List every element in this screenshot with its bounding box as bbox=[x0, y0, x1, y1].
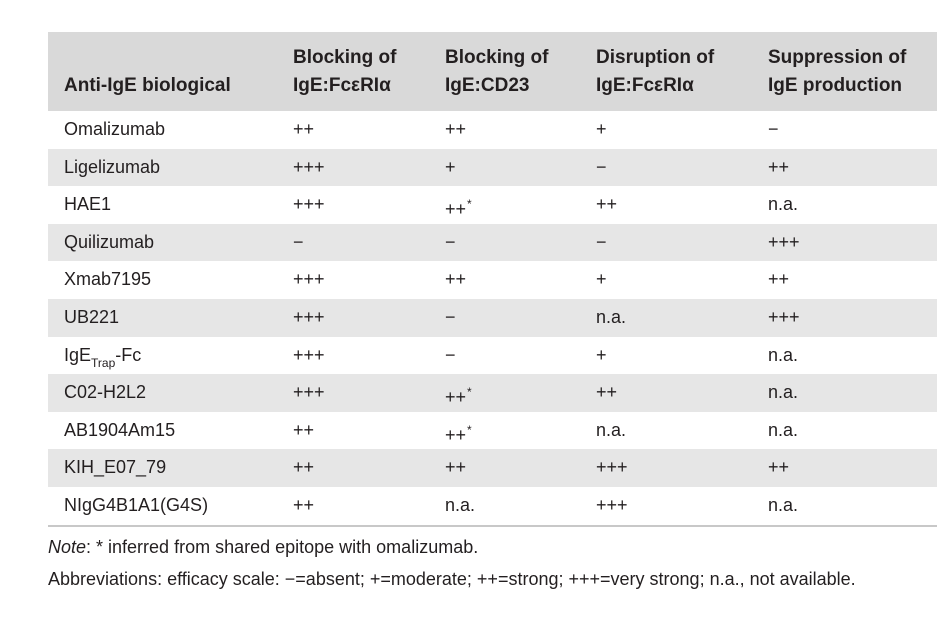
table-row bbox=[48, 186, 937, 224]
efficacy-value: ++ bbox=[445, 199, 467, 220]
efficacy-value: + bbox=[596, 344, 607, 365]
efficacy-value: + bbox=[596, 119, 607, 139]
biological-name-subscript: Trap bbox=[91, 355, 116, 370]
efficacy-value: − bbox=[445, 344, 456, 365]
cell-blocking-fceri bbox=[293, 149, 325, 187]
header-blocking-cd23: Blocking of IgE:CD23 bbox=[445, 47, 549, 96]
header-disruption-fceri: Disruption of IgE:FcεRIα bbox=[596, 47, 715, 96]
efficacy-value: ++ bbox=[768, 156, 790, 177]
table-bottom-rule bbox=[48, 525, 937, 527]
efficacy-value: +++ bbox=[293, 306, 325, 327]
cell-suppression-ige bbox=[768, 487, 798, 525]
table-row bbox=[48, 487, 937, 525]
cell-biological-name bbox=[64, 449, 166, 487]
efficacy-value: ++ bbox=[596, 194, 618, 215]
efficacy-value: +++ bbox=[596, 494, 628, 515]
table-row bbox=[48, 374, 937, 412]
note-label: Note bbox=[48, 537, 87, 557]
cell-biological-name bbox=[64, 299, 119, 337]
cell-disruption-fceri bbox=[596, 299, 626, 337]
biological-name: Ligelizumab bbox=[64, 156, 161, 177]
efficacy-value: n.a. bbox=[768, 194, 799, 215]
cell-blocking-fceri bbox=[293, 487, 314, 525]
cell-suppression-ige bbox=[768, 374, 798, 412]
table-row bbox=[48, 111, 937, 149]
cell-disruption-fceri bbox=[596, 224, 607, 262]
efficacy-value: +++ bbox=[293, 269, 325, 290]
biological-name: IgE bbox=[64, 344, 92, 365]
cell-disruption-fceri bbox=[596, 149, 607, 187]
note-text: : * inferred from shared epitope with omalizumab. bbox=[86, 537, 479, 557]
table-body bbox=[48, 111, 937, 525]
cell-suppression-ige bbox=[768, 449, 789, 487]
cell-disruption-fceri bbox=[596, 412, 626, 450]
cell-blocking-fceri bbox=[293, 224, 304, 262]
data-table bbox=[48, 32, 937, 527]
efficacy-value: ++ bbox=[445, 119, 467, 139]
cell-blocking-fceri bbox=[293, 186, 325, 224]
efficacy-value: +++ bbox=[596, 457, 628, 478]
cell-blocking-fceri bbox=[293, 299, 325, 337]
cell-disruption-fceri bbox=[596, 186, 617, 224]
efficacy-value: + bbox=[445, 156, 456, 177]
efficacy-value: n.a. bbox=[768, 344, 799, 365]
table-row bbox=[48, 412, 937, 450]
efficacy-value: ++ bbox=[445, 424, 467, 445]
cell-blocking-cd23 bbox=[445, 299, 456, 337]
cell-biological-name bbox=[64, 186, 111, 224]
cell-blocking-cd23 bbox=[445, 487, 475, 525]
cell-biological-name bbox=[64, 261, 151, 299]
cell-suppression-ige bbox=[768, 412, 798, 450]
biological-name: Xmab7195 bbox=[64, 269, 152, 290]
cell-suppression-ige bbox=[768, 299, 800, 337]
biological-name: C02-H2L2 bbox=[64, 382, 147, 403]
cell-biological-name bbox=[64, 487, 208, 525]
cell-blocking-cd23 bbox=[445, 111, 466, 149]
header-anti-ige-biological: Anti-IgE biological bbox=[64, 75, 231, 96]
efficacy-value: n.a. bbox=[768, 494, 799, 515]
biological-name: UB221 bbox=[64, 306, 120, 327]
cell-biological-name bbox=[64, 374, 146, 412]
cell-biological-name bbox=[64, 412, 175, 450]
cell-blocking-fceri bbox=[293, 374, 325, 412]
biological-name: NIgG4B1A1(G4S) bbox=[64, 494, 209, 515]
cell-blocking-fceri bbox=[293, 261, 325, 299]
cell-suppression-ige bbox=[768, 149, 789, 187]
cell-blocking-cd23 bbox=[445, 412, 472, 455]
asterisk-footnote-mark: * bbox=[467, 197, 472, 212]
abbreviations-footnote: Abbreviations: efficacy scale: −=absent; +=moderate; ++=strong; +++=very strong; n.a., not available. bbox=[48, 569, 856, 589]
table-row bbox=[48, 299, 937, 337]
cell-disruption-fceri bbox=[596, 374, 617, 412]
cell-blocking-cd23 bbox=[445, 337, 456, 375]
header-blocking-fceri: Blocking of IgE:FcεRIα bbox=[293, 47, 397, 96]
efficacy-value: − bbox=[293, 231, 304, 252]
table-note bbox=[48, 534, 478, 560]
cell-suppression-ige bbox=[768, 224, 800, 262]
biological-name: HAE1 bbox=[64, 194, 112, 215]
biological-name-suffix: -Fc bbox=[115, 344, 142, 365]
cell-blocking-fceri bbox=[293, 111, 314, 149]
cell-biological-name bbox=[64, 111, 165, 149]
efficacy-value: + bbox=[596, 269, 607, 290]
biological-name: KIH_E07_79 bbox=[64, 457, 167, 478]
efficacy-value: − bbox=[596, 231, 607, 252]
efficacy-value: n.a. bbox=[596, 419, 627, 440]
table-row bbox=[48, 449, 937, 487]
efficacy-value: +++ bbox=[293, 194, 325, 215]
cell-blocking-fceri bbox=[293, 412, 314, 450]
efficacy-value: ++ bbox=[445, 269, 467, 290]
efficacy-value: +++ bbox=[768, 306, 800, 327]
asterisk-footnote-mark: * bbox=[467, 422, 472, 437]
table-row bbox=[48, 224, 937, 262]
cell-suppression-ige bbox=[768, 337, 798, 375]
efficacy-value: +++ bbox=[768, 231, 800, 252]
cell-disruption-fceri bbox=[596, 487, 628, 525]
cell-blocking-cd23 bbox=[445, 149, 456, 187]
efficacy-value: +++ bbox=[293, 156, 325, 177]
table-row bbox=[48, 261, 937, 299]
efficacy-value: n.a. bbox=[445, 494, 476, 515]
efficacy-value: ++ bbox=[293, 457, 315, 478]
biological-name: Omalizumab bbox=[64, 119, 166, 139]
cell-suppression-ige bbox=[768, 186, 798, 224]
cell-disruption-fceri bbox=[596, 449, 628, 487]
cell-biological-name bbox=[64, 149, 160, 187]
efficacy-value: ++ bbox=[768, 269, 790, 290]
cell-disruption-fceri bbox=[596, 337, 607, 375]
asterisk-footnote-mark: * bbox=[467, 385, 472, 400]
efficacy-value: − bbox=[445, 306, 456, 327]
table-header bbox=[48, 32, 937, 111]
efficacy-value: n.a. bbox=[596, 306, 627, 327]
efficacy-value: +++ bbox=[293, 344, 325, 365]
cell-blocking-cd23 bbox=[445, 261, 466, 299]
cell-blocking-cd23 bbox=[445, 224, 456, 262]
efficacy-value: ++ bbox=[293, 494, 315, 515]
cell-blocking-cd23 bbox=[445, 374, 472, 417]
efficacy-value: ++ bbox=[445, 457, 467, 478]
efficacy-value: ++ bbox=[768, 457, 790, 478]
efficacy-value: ++ bbox=[293, 419, 315, 440]
biological-name: AB1904Am15 bbox=[64, 419, 176, 440]
header-suppression-ige: Suppression of IgE production bbox=[768, 47, 907, 96]
cell-disruption-fceri bbox=[596, 111, 607, 149]
efficacy-value: ++ bbox=[596, 382, 618, 403]
efficacy-value: − bbox=[596, 156, 607, 177]
cell-suppression-ige bbox=[768, 261, 789, 299]
cell-blocking-cd23 bbox=[445, 449, 466, 487]
cell-suppression-ige bbox=[768, 111, 779, 149]
cell-blocking-fceri bbox=[293, 337, 325, 375]
efficacy-value: ++ bbox=[445, 387, 467, 408]
efficacy-value: n.a. bbox=[768, 382, 799, 403]
table-row bbox=[48, 149, 937, 187]
biological-name: Quilizumab bbox=[64, 231, 155, 252]
cell-blocking-fceri bbox=[293, 449, 314, 487]
efficacy-value: ++ bbox=[293, 119, 315, 139]
cell-disruption-fceri bbox=[596, 261, 607, 299]
cell-biological-name bbox=[64, 224, 154, 262]
efficacy-value: +++ bbox=[293, 382, 325, 403]
table-row bbox=[48, 337, 937, 375]
efficacy-value: − bbox=[768, 119, 779, 139]
efficacy-value: − bbox=[445, 231, 456, 252]
efficacy-value: n.a. bbox=[768, 419, 799, 440]
cell-blocking-cd23 bbox=[445, 186, 472, 229]
